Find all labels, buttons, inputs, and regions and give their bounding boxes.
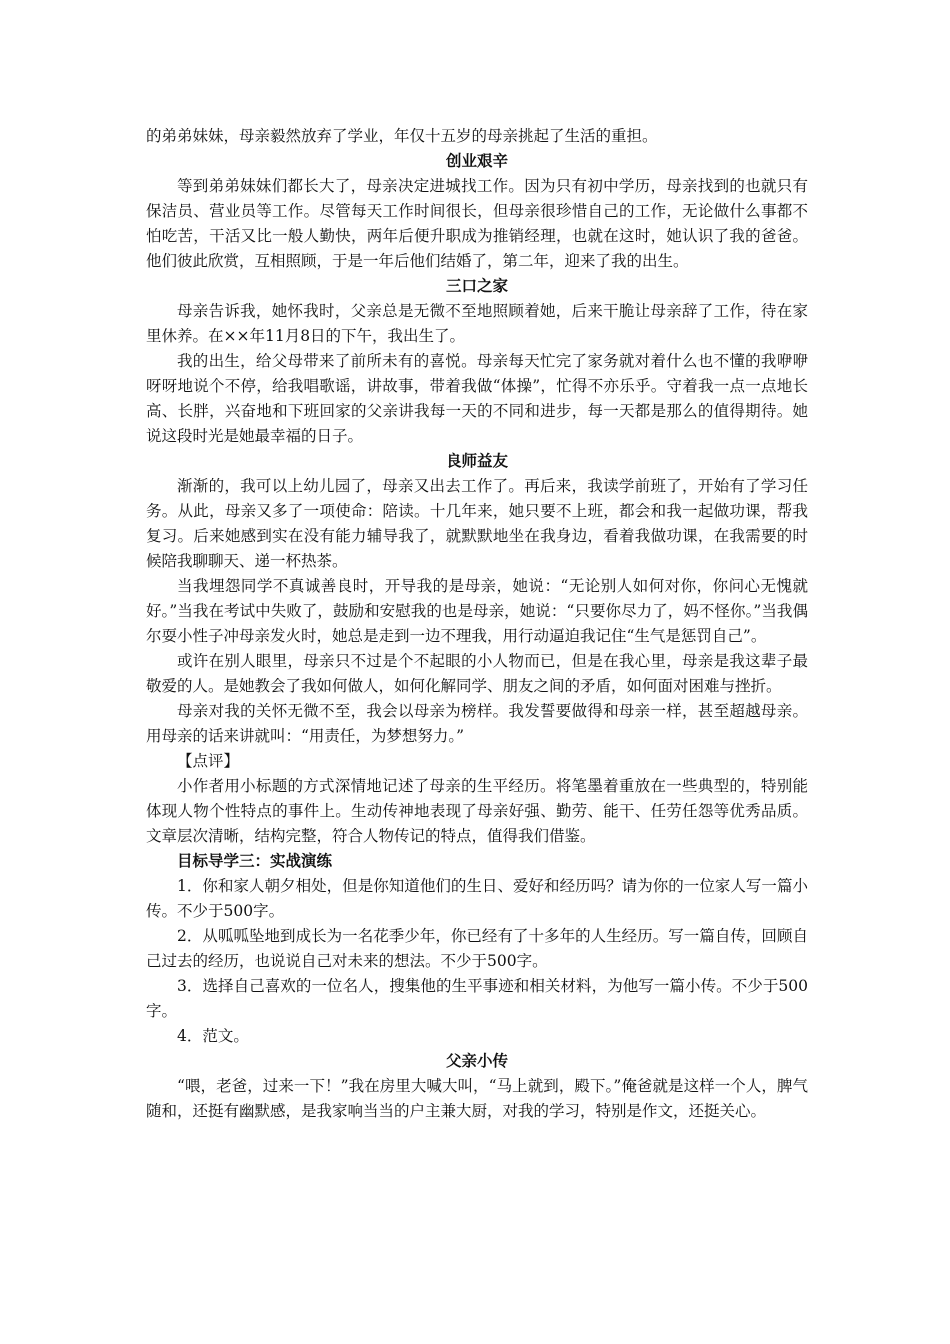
essay-title: 父亲小传 xyxy=(445,1052,508,1070)
section-heading-family: 三口之家 xyxy=(445,277,508,295)
paragraph: 渐渐的，我可以上幼儿园了，母亲又出去工作了。再后来，我读学前班了，开始有了学习任务。从此，母亲又多了一项使命：陪读。十几年来，她只要不上班，都会和我一起做功课，帮我复习。后来她感到实在没有能力辅导我了，就默默地坐在我身边，看着我做功课，在我需要的时候陪我聊聊天、递一杯热茶。 xyxy=(146,477,808,570)
comment-label: 【点评】 xyxy=(177,752,240,770)
paragraph: 母亲对我的关怀无微不至，我会以母亲为榜样。我发誓要做得和母亲一样，甚至超越母亲。用母亲的话来讲就叫：“用责任，为梦想努力。” xyxy=(146,702,808,745)
goal-heading: 目标导学三：实战演练 xyxy=(177,852,333,870)
section-heading-mentor: 良师益友 xyxy=(445,452,508,470)
document-page xyxy=(146,124,808,1124)
paragraph: 我的出生，给父母带来了前所未有的喜悦。母亲每天忙完了家务就对着什么也不懂的我咿咿呀呀地说个不停，给我唱歌谣，讲故事，带着我做“体操”，忙得不亦乐乎。守着我一点一点地长高、长胖，兴奋地和下班回家的父亲讲我每一天的不同和进步，每一天都是那么的值得期待。她说这段时光是她最幸福的日子。 xyxy=(146,352,808,445)
exercise-item-2: 2．从呱呱坠地到成长为一名花季少年，你已经有了十多年的人生经历。写一篇自传，回顾自己过去的经历，也说说自己对未来的想法。不少于500字。 xyxy=(146,927,808,970)
essay-paragraph: “喂，老爸，过来一下！”我在房里大喊大叫，“马上就到，殿下。”俺爸就是这样一个人，脾气随和，还挺有幽默感，是我家响当当的户主兼大厨，对我的学习，特别是作文，还挺关心。 xyxy=(146,1077,808,1120)
exercise-item-4: 4．范文。 xyxy=(177,1027,249,1045)
paragraph-continued: 的弟弟妹妹，母亲毅然放弃了学业，年仅十五岁的母亲挑起了生活的重担。 xyxy=(146,127,658,145)
paragraph: 或许在别人眼里，母亲只不过是个不起眼的小人物而已，但是在我心里，母亲是我这辈子最敬爱的人。是她教会了我如何做人，如何化解同学、朋友之间的矛盾，如何面对困难与挫折。 xyxy=(146,652,808,695)
paragraph: 当我埋怨同学不真诚善良时，开导我的是母亲，她说：“无论别人如何对你，你问心无愧就好。”当我在考试中失败了，鼓励和安慰我的也是母亲，她说：“只要你尽力了，妈不怪你。”当我偶尔耍小性子冲母亲发火时，她总是走到一边不理我，用行动逼迫我记住“生气是惩罚自己”。 xyxy=(146,577,808,645)
paragraph: 等到弟弟妹妹们都长大了，母亲决定进城找工作。因为只有初中学历，母亲找到的也就只有保洁员、营业员等工作。尽管每天工作时间很长，但母亲很珍惜自己的工作，无论做什么事都不怕吃苦，干活又比一般人勤快，两年后便升职成为推销经理，也就在这时，她认识了我的爸爸。他们彼此欣赏，互相照顾，于是一年后他们结婚了，第二年，迎来了我的出生。 xyxy=(146,177,808,270)
exercise-item-3: 3．选择自己喜欢的一位名人，搜集他的生平事迹和相关材料，为他写一篇小传。不少于500字。 xyxy=(146,977,808,1020)
comment-paragraph: 小作者用小标题的方式深情地记述了母亲的生平经历。将笔墨着重放在一些典型的，特别能体现人物个性特点的事件上。生动传神地表现了母亲好强、勤劳、能干、任劳任怨等优秀品质。文章层次清晰，结构完整，符合人物传记的特点，值得我们借鉴。 xyxy=(146,777,808,845)
section-heading-hardship: 创业艰辛 xyxy=(445,152,508,170)
exercise-item-1: 1．你和家人朝夕相处，但是你知道他们的生日、爱好和经历吗？请为你的一位家人写一篇小传。不少于500字。 xyxy=(146,877,808,920)
paragraph: 母亲告诉我，她怀我时，父亲总是无微不至地照顾着她，后来干脆让母亲辞了工作，待在家里休养。在××年11月8日的下午，我出生了。 xyxy=(146,302,808,345)
